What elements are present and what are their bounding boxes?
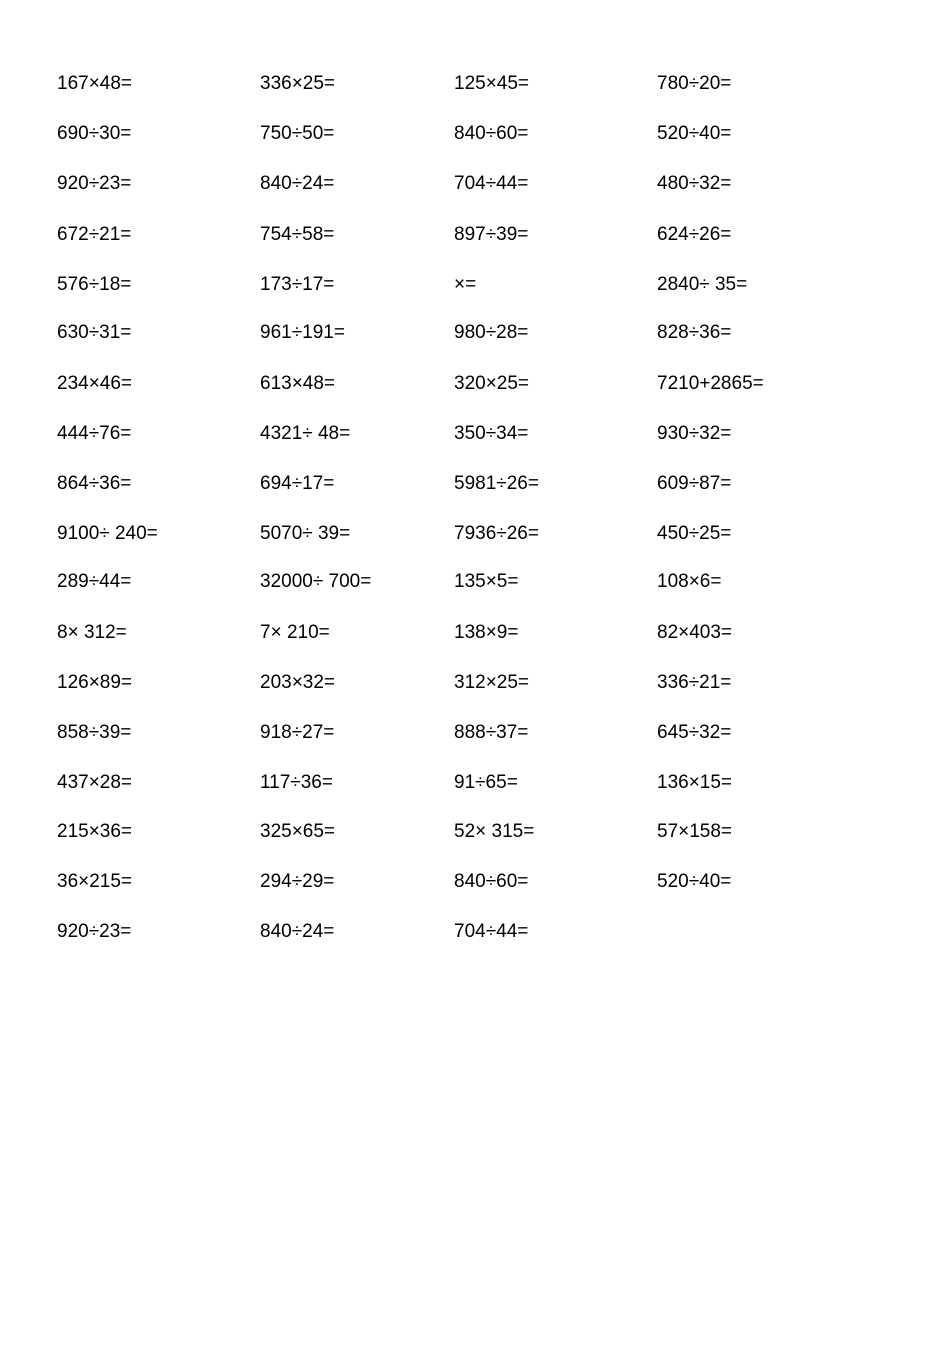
math-problem: 9100÷ 240= bbox=[57, 523, 158, 544]
math-problem: 864÷36= bbox=[57, 473, 132, 494]
math-problem: 930÷32= bbox=[657, 423, 732, 444]
math-problem: 828÷36= bbox=[657, 322, 732, 343]
math-problem: 215×36= bbox=[57, 821, 133, 842]
math-problem: 82×403= bbox=[657, 622, 733, 643]
math-problem: 897÷39= bbox=[454, 224, 529, 245]
math-problem: 117÷36= bbox=[260, 772, 333, 793]
math-problem: 2840÷ 35= bbox=[657, 274, 748, 295]
math-problem: 52× 315= bbox=[454, 821, 535, 842]
math-problem: 136×15= bbox=[657, 772, 733, 793]
math-problem: 840÷24= bbox=[260, 173, 335, 194]
math-problem: 125×45= bbox=[454, 73, 530, 94]
math-problem: 961÷191= bbox=[260, 322, 345, 343]
math-problem: 754÷58= bbox=[260, 224, 335, 245]
math-problem: 7× 210= bbox=[260, 622, 330, 643]
math-problem: 135×5= bbox=[454, 571, 519, 592]
math-problem: 780÷20= bbox=[657, 73, 732, 94]
math-problem: 57×158= bbox=[657, 821, 733, 842]
math-problem: 576÷18= bbox=[57, 274, 132, 295]
math-problem: ×= bbox=[454, 274, 477, 295]
math-problem: 690÷30= bbox=[57, 123, 132, 144]
math-problem: 336÷21= bbox=[657, 672, 732, 693]
math-problem: 630÷31= bbox=[57, 322, 132, 343]
math-problem: 289÷44= bbox=[57, 571, 132, 592]
math-problem: 108×6= bbox=[657, 571, 722, 592]
math-problem: 126×89= bbox=[57, 672, 133, 693]
math-problem: 173÷17= bbox=[260, 274, 335, 295]
math-problem: 336×25= bbox=[260, 73, 336, 94]
math-problem: 920÷23= bbox=[57, 921, 132, 942]
math-problem: 4321÷ 48= bbox=[260, 423, 351, 444]
math-problem: 437×28= bbox=[57, 772, 133, 793]
math-problem: 858÷39= bbox=[57, 722, 132, 743]
math-problem: 5981÷26= bbox=[454, 473, 539, 494]
math-problem: 888÷37= bbox=[454, 722, 529, 743]
math-problem: 320×25= bbox=[454, 373, 530, 394]
math-problem: 480÷32= bbox=[657, 173, 732, 194]
math-problem: 750÷50= bbox=[260, 123, 335, 144]
math-problem: 138×9= bbox=[454, 622, 519, 643]
math-problem: 840÷60= bbox=[454, 871, 529, 892]
math-problem: 613×48= bbox=[260, 373, 336, 394]
math-problem: 5070÷ 39= bbox=[260, 523, 351, 544]
math-problem: 7936÷26= bbox=[454, 523, 539, 544]
math-problem: 91÷65= bbox=[454, 772, 518, 793]
math-problem: 444÷76= bbox=[57, 423, 132, 444]
math-problem: 920÷23= bbox=[57, 173, 132, 194]
math-problem: 980÷28= bbox=[454, 322, 529, 343]
math-problem: 7210+2865= bbox=[657, 373, 764, 394]
math-problem: 918÷27= bbox=[260, 722, 335, 743]
math-problem: 645÷32= bbox=[657, 722, 732, 743]
math-problem: 36×215= bbox=[57, 871, 133, 892]
math-problem: 624÷26= bbox=[657, 224, 732, 245]
math-problem: 325×65= bbox=[260, 821, 336, 842]
math-problem: 609÷87= bbox=[657, 473, 732, 494]
math-problem: 704÷44= bbox=[454, 921, 529, 942]
math-problem: 520÷40= bbox=[657, 871, 732, 892]
math-problem: 32000÷ 700= bbox=[260, 571, 372, 592]
math-problem: 350÷34= bbox=[454, 423, 529, 444]
math-problem: 8× 312= bbox=[57, 622, 127, 643]
math-problem: 234×46= bbox=[57, 373, 133, 394]
math-problem: 203×32= bbox=[260, 672, 336, 693]
math-problem: 672÷21= bbox=[57, 224, 132, 245]
math-problem: 694÷17= bbox=[260, 473, 335, 494]
math-problem: 520÷40= bbox=[657, 123, 732, 144]
math-problem: 704÷44= bbox=[454, 173, 529, 194]
math-problem: 294÷29= bbox=[260, 871, 335, 892]
math-problem: 450÷25= bbox=[657, 523, 732, 544]
math-problem: 840÷60= bbox=[454, 123, 529, 144]
math-problem: 167×48= bbox=[57, 73, 133, 94]
math-problem: 312×25= bbox=[454, 672, 530, 693]
math-problem: 840÷24= bbox=[260, 921, 335, 942]
